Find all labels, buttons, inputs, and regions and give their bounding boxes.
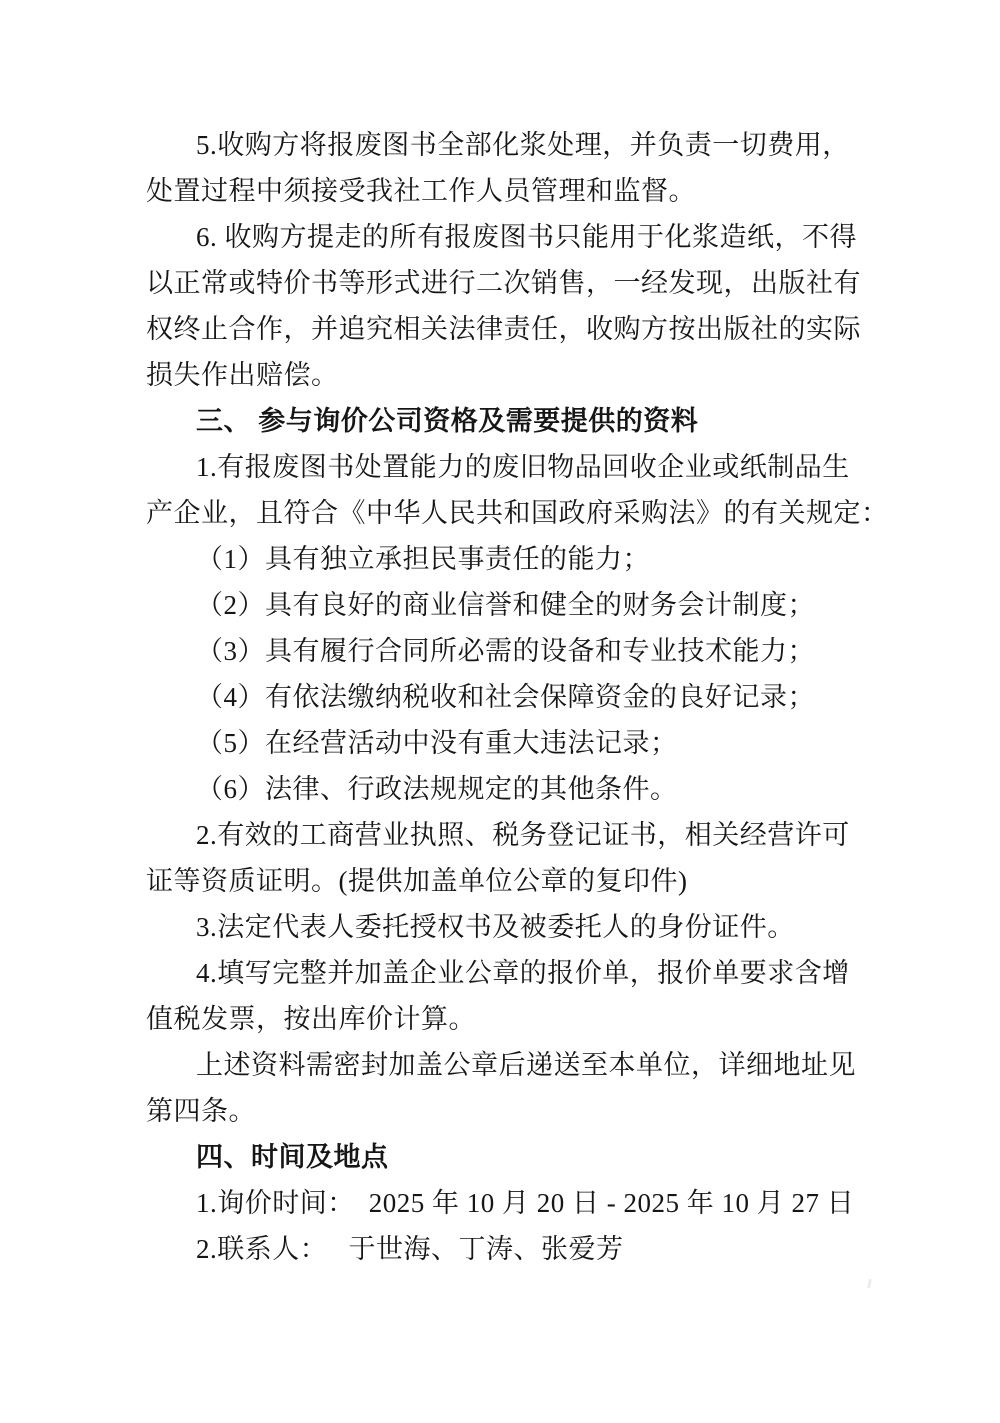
text-line: 5.收购方将报废图书全部化浆处理，并负责一切费用，: [196, 130, 850, 160]
section-heading-4: 四、时间及地点: [196, 1142, 389, 1172]
list-item: （5）在经营活动中没有重大违法记录；: [196, 728, 678, 758]
section-heading-3: 三、 参与询价公司资格及需要提供的资料: [196, 406, 699, 436]
text-line: 3.法定代表人委托授权书及被委托人的身份证件。: [196, 912, 795, 942]
text-line: 产企业，且符合《中华人民共和国政府采购法》的有关规定：: [146, 498, 889, 528]
text-line: 6. 收购方提走的所有报废图书只能用于化浆造纸，不得: [196, 222, 857, 252]
text-line: 权终止合作，并追究相关法律责任，收购方按出版社的实际: [146, 314, 861, 344]
text-line: 以正常或特价书等形式进行二次销售，一经发现，出版社有: [146, 268, 861, 298]
list-item: （6）法律、行政法规规定的其他条件。: [196, 774, 678, 804]
text-line: 值税发票，按出库价计算。: [146, 1004, 476, 1034]
text-line: 1.询价时间： 2025 年 10 月 20 日 - 2025 年 10 月 27 日: [196, 1188, 855, 1218]
text-line: 损失作出赔偿。: [146, 360, 339, 390]
document-body: [146, 122, 889, 1272]
text-line: 处置过程中须接受我社工作人员管理和监督。: [146, 176, 696, 206]
list-item: （4）有依法缴纳税收和社会保障资金的良好记录；: [196, 682, 815, 712]
text-line: 证等资质证明。(提供加盖单位公章的复印件): [146, 866, 688, 896]
scan-artifact: [867, 1279, 872, 1288]
list-item: （3）具有履行合同所必需的设备和专业技术能力；: [196, 636, 815, 666]
list-item: （1）具有独立承担民事责任的能力；: [196, 544, 650, 574]
text-line: 2.有效的工商营业执照、税务登记证书，相关经营许可: [196, 820, 850, 850]
text-line: 4.填写完整并加盖企业公章的报价单，报价单要求含增: [196, 958, 850, 988]
text-line: 上述资料需密封加盖公章后递送至本单位，详细地址见: [196, 1050, 856, 1080]
text-line: 1.有报废图书处置能力的废旧物品回收企业或纸制品生: [196, 452, 850, 482]
text-line: 第四条。: [146, 1096, 256, 1126]
text-line: 2.联系人： 于世海、丁涛、张爱芳: [196, 1234, 624, 1264]
list-item: （2）具有良好的商业信誉和健全的财务会计制度；: [196, 590, 815, 620]
